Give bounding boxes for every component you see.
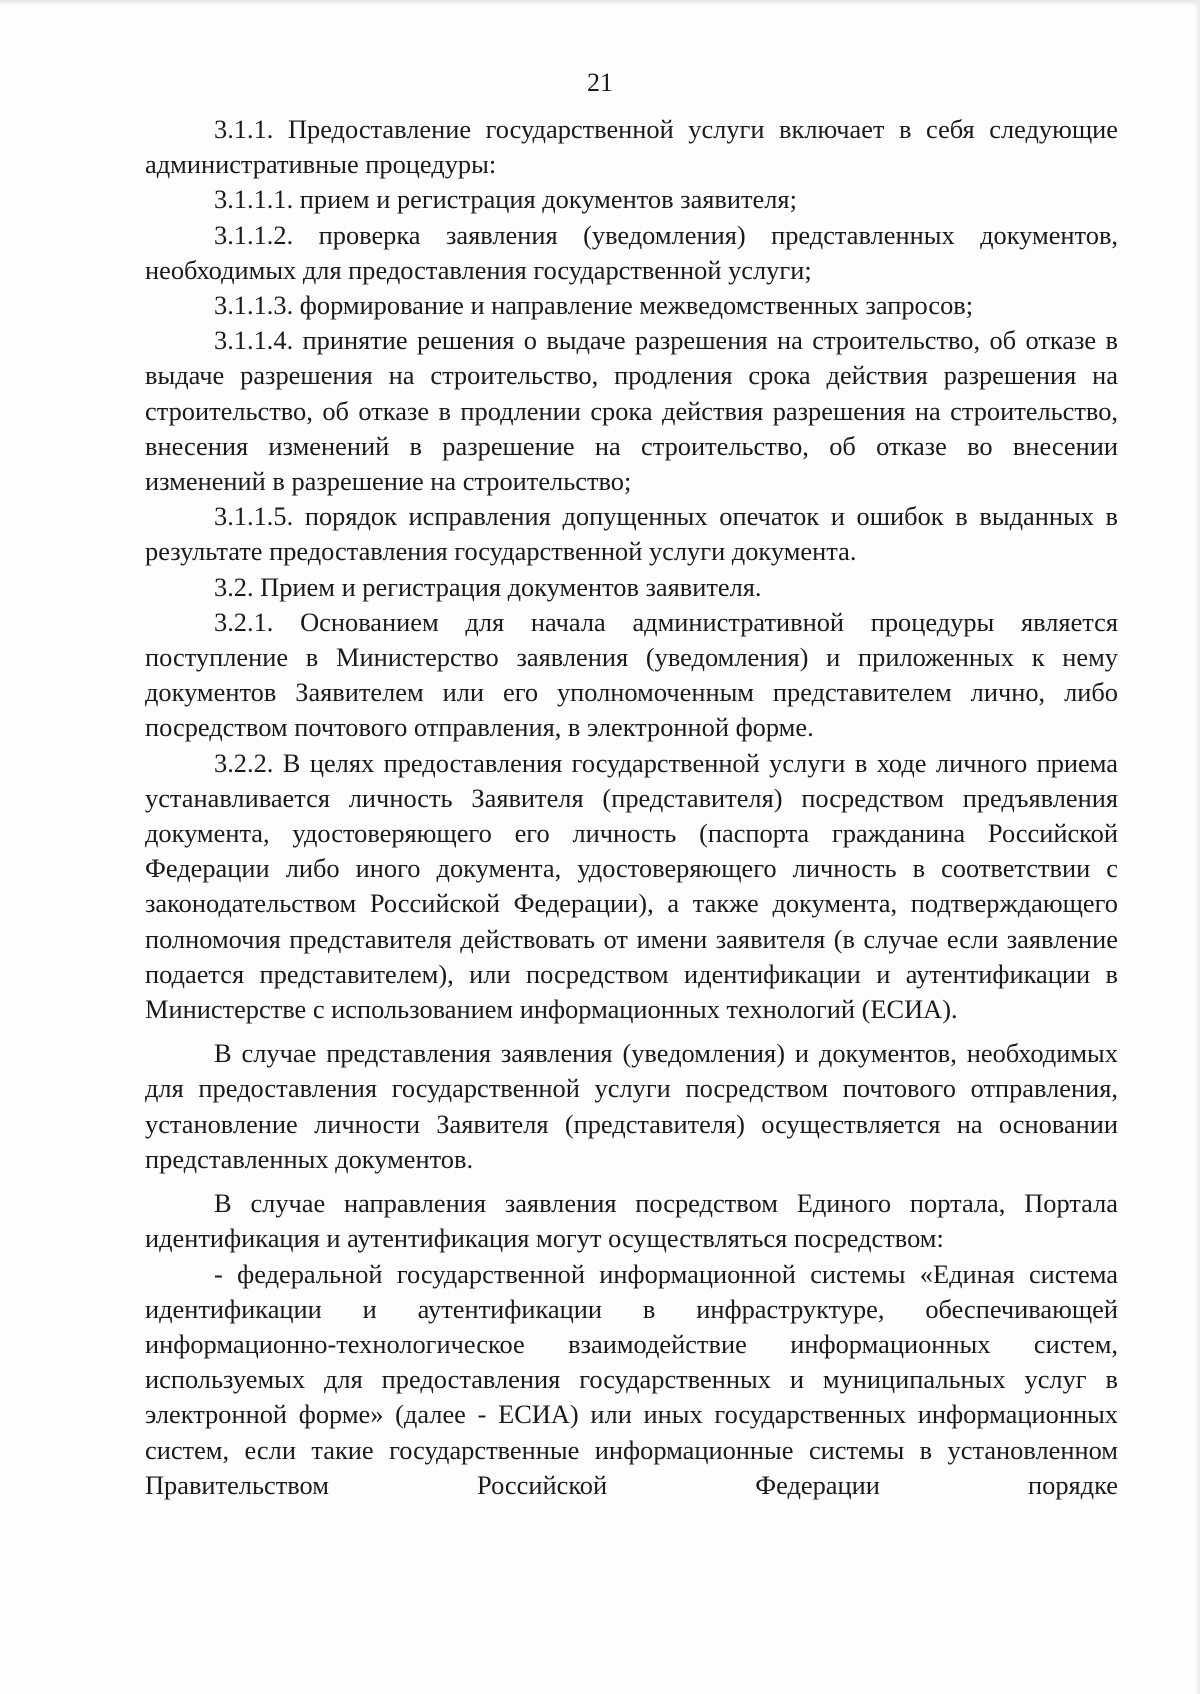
scan-edge-right (1194, 0, 1200, 1694)
paragraph-3-1-1-2: 3.1.1.2. проверка заявления (уведомления) представленных документов, необходимых для предоставления государственной услуги; (145, 219, 1118, 285)
paragraph-postal-identification: В случае представления заявления (уведомления) и документов, необходимых для предоставления государственной услуги посредством почтового отправления, установление личности Заявителя (представителя) осуществляется на основании представленных документов. (145, 1038, 1118, 1174)
paragraph-esia-list-item: - федеральной государственной информационной системы «Единая система идентификации и аутентификации в инфраструктуре, обеспечивающей информационно-технологическое взаимодействие информационных систем, используемых для предоставления государственных и муниципальных услуг в электронной форме» (далее - ЕСИА) или иных государственных информационных систем, если такие государственные информационные системы в установленном Правительством Российской Федерации порядке (145, 1258, 1118, 1500)
paragraph-3-1-1-3: 3.1.1.3. формирование и направление межведомственных запросов; (214, 290, 974, 321)
paragraph-3-1-1-1: 3.1.1.1. прием и регистрация документов заявителя; (214, 184, 797, 215)
paragraph-3-1-1-5: 3.1.1.5. порядок исправления допущенных опечаток и ошибок в выданных в результате предоставления государственной услуги документа. (145, 501, 1118, 567)
paragraph-3-1-1: 3.1.1. Предоставление государственной услуги включает в себя следующие административные процедуры: (145, 114, 1118, 180)
paragraph-3-2-1: 3.2.1. Основанием для начала административной процедуры является поступление в Министерство заявления (уведомления) и приложенных к нему документов Заявителем или его уполномоченным представителем лично, либо посредством почтового отправления, в электронной форме. (145, 606, 1118, 743)
paragraph-3-2-2: 3.2.2. В целях предоставления государственной услуги в ходе личного приема устанавливается личность Заявителя (представителя) посредством предъявления документа, удостоверяющего его личность (паспорта гражданина Российской Федерации либо иного документа, удостоверяющего личность в соответствии с законодательством Российской Федерации), а также документа, подтверждающего полномочия представителя действовать от имени заявителя (в случае если заявление подается представителем), или посредством идентификации и аутентификации в Министерстве с использованием информационных технологий (ЕСИА). (145, 747, 1118, 1025)
paragraph-3-2: 3.2. Прием и регистрация документов заявителя. (214, 571, 762, 602)
document-body (145, 112, 1118, 1503)
scan-edge-top (0, 0, 1200, 6)
paragraph-3-1-1-4: 3.1.1.4. принятие решения о выдаче разрешения на строительство, об отказе в выдаче разрешения на строительство, продления срока действия разрешения на строительство, об отказе в продлении срока действия разрешения на строительство, внесения изменений в разрешение на строительство, об отказе во внесении изменений в разрешение на строительство; (145, 325, 1118, 497)
page-number: 21 (587, 68, 613, 97)
paragraph-portal-identification: В случае направления заявления посредством Единого портала, Портала идентификация и аутентификация могут осуществляться посредством: (145, 1188, 1118, 1254)
